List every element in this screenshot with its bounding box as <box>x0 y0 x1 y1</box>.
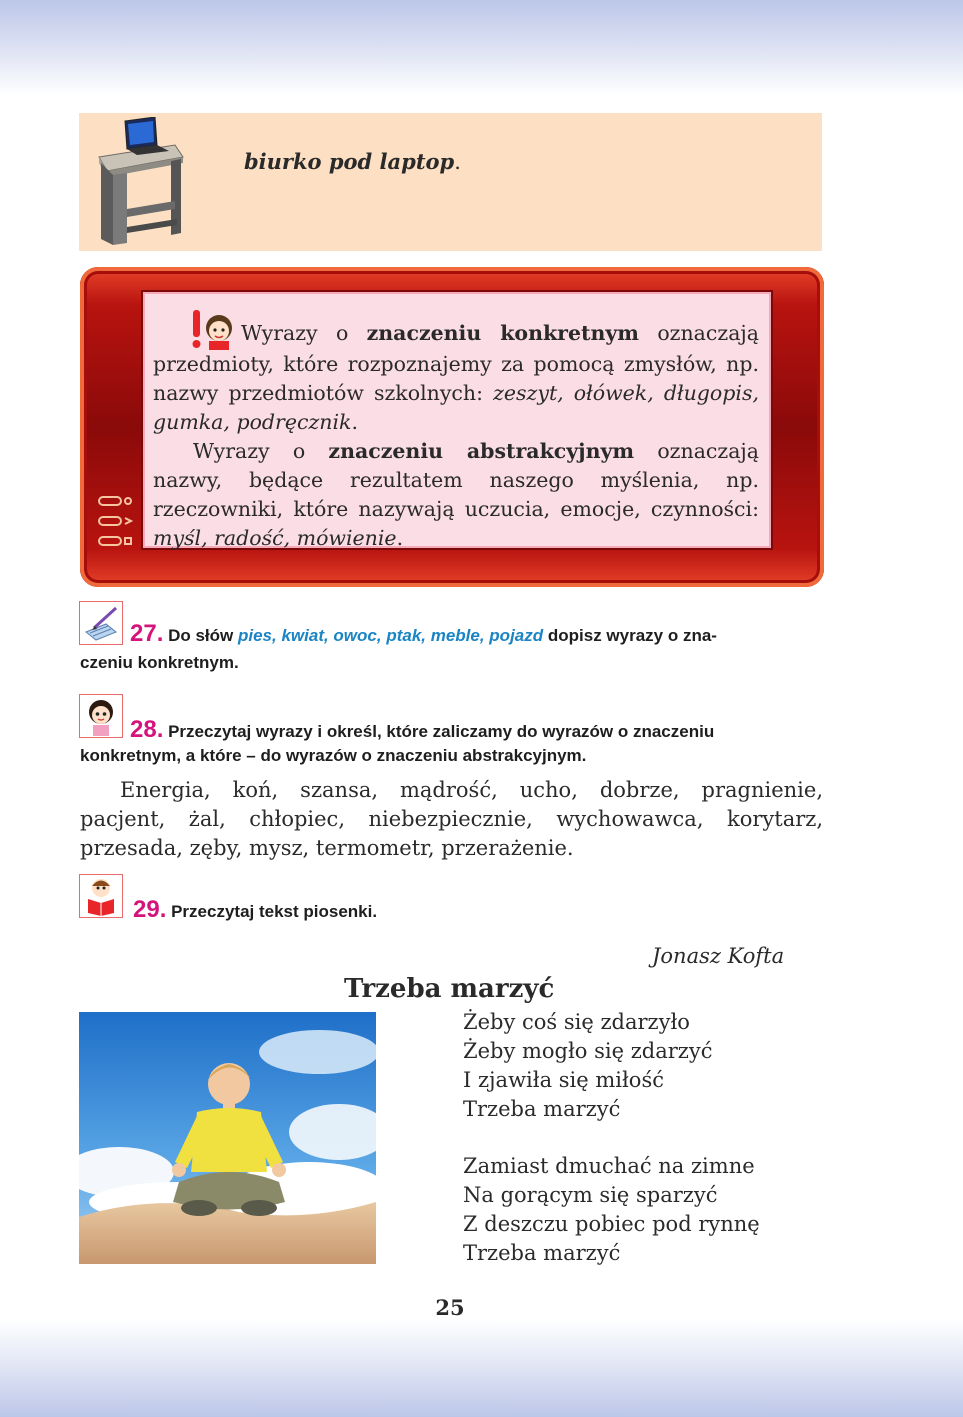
song-line: Trzeba marzyć <box>463 1097 621 1121</box>
desk-caption <box>244 149 461 174</box>
term-concrete: znaczeniu konkretnym <box>366 321 639 345</box>
panel-button-icon <box>98 496 134 506</box>
song-author: Jonasz Kofta <box>652 944 785 968</box>
exercise-28 <box>130 718 714 744</box>
info-p2-start: Wyrazy o <box>193 439 329 463</box>
song-stanza-2 <box>463 1152 760 1268</box>
song-line: Żeby coś się zdarzyło <box>463 1010 690 1034</box>
song-title: Trzeba marzyć <box>344 974 555 1004</box>
exercise-29 <box>133 898 377 924</box>
exercise-29-text: Przeczytaj tekst piosenki. <box>166 902 378 921</box>
info-paragraph-concrete <box>153 310 759 437</box>
examples-abstract: myśl, radość, mówienie <box>153 526 397 550</box>
boy-meditating-photo <box>79 1012 376 1264</box>
examples-concrete: zeszyt, ołówek, długopis, gumka, podręcznik <box>153 381 759 434</box>
desk-illustration-box <box>79 113 822 251</box>
exclamation-girl-icon <box>189 310 237 350</box>
song-line: Z deszczu pobiec pod rynnę <box>463 1212 760 1236</box>
desk-laptop-icon <box>87 117 187 247</box>
exercise-number: 29. <box>133 896 167 923</box>
panel-button-icon <box>98 516 134 526</box>
song-line: Na gorącym się sparzyć <box>463 1183 718 1207</box>
info-p1-start: Wyrazy o <box>241 321 367 345</box>
info-p2-end: . <box>396 526 404 550</box>
desk-caption-text: biurko pod laptop <box>244 149 455 174</box>
song-stanza-1 <box>463 1008 712 1124</box>
song-line: Trzeba marzyć <box>463 1241 621 1265</box>
song-line: Żeby mogło się zdarzyć <box>463 1039 713 1063</box>
exercise-28-word-list <box>80 776 823 863</box>
info-text <box>153 310 759 553</box>
exercise-27 <box>130 622 823 648</box>
top-gradient-band <box>0 0 963 95</box>
exercise-28-text-a: Przeczytaj wyrazy i określ, które zaliczamy do wyrazów o znaczeniu <box>163 722 715 741</box>
bottom-gradient-band <box>0 1320 963 1417</box>
info-panel <box>80 267 824 587</box>
exercise-27-text-a: Do słów <box>163 626 238 645</box>
term-abstract: znaczeniu abstrakcyjnym <box>328 439 635 463</box>
desk-caption-period: . <box>454 150 461 174</box>
word-list-paragraph: Energia, koń, szansa, mądrość, ucho, dobrze, pragnienie, pacjent, żal, chłopiec, niebezpiecznie, wychowawca, korytarz, przesada, zęby, mysz, termometr, przerażenie. <box>80 778 823 860</box>
girl-face-icon <box>79 694 123 738</box>
pen-notebook-icon <box>79 601 123 645</box>
page-number: 25 <box>435 1295 465 1320</box>
info-p2-middle: oznaczają nazwy, będące rezultatem naszego myślenia, np. rzeczowniki, które nazywają uczucia, emocje, czynności: <box>153 439 759 521</box>
exercise-27-text-b: dopisz wyrazy o zna- <box>543 626 717 645</box>
exercise-number: 28. <box>130 716 164 743</box>
info-p1-end: . <box>351 410 358 434</box>
exercise-27-words: pies, kwiat, owoc, ptak, meble, pojazd <box>238 626 544 645</box>
exercise-number: 27. <box>130 620 164 647</box>
exercise-28-continuation: konkretnym, a które – do wyrazów o znaczeniu abstrakcyjnym. <box>80 746 587 765</box>
info-paragraph-abstract <box>153 437 759 553</box>
song-line: I zjawiła się miłość <box>463 1068 664 1092</box>
panel-button-icon <box>98 536 134 546</box>
info-panel-screen <box>143 292 771 548</box>
boy-reading-icon <box>79 874 123 918</box>
info-p1-middle: oznaczają przedmioty, które rozpoznajemy za pomocą zmysłów, np. nazwy przedmiotów szkolnych: <box>153 321 759 405</box>
song-line: Zamiast dmuchać na zimne <box>463 1154 755 1178</box>
exercise-27-continuation: czeniu konkretnym. <box>80 653 239 672</box>
